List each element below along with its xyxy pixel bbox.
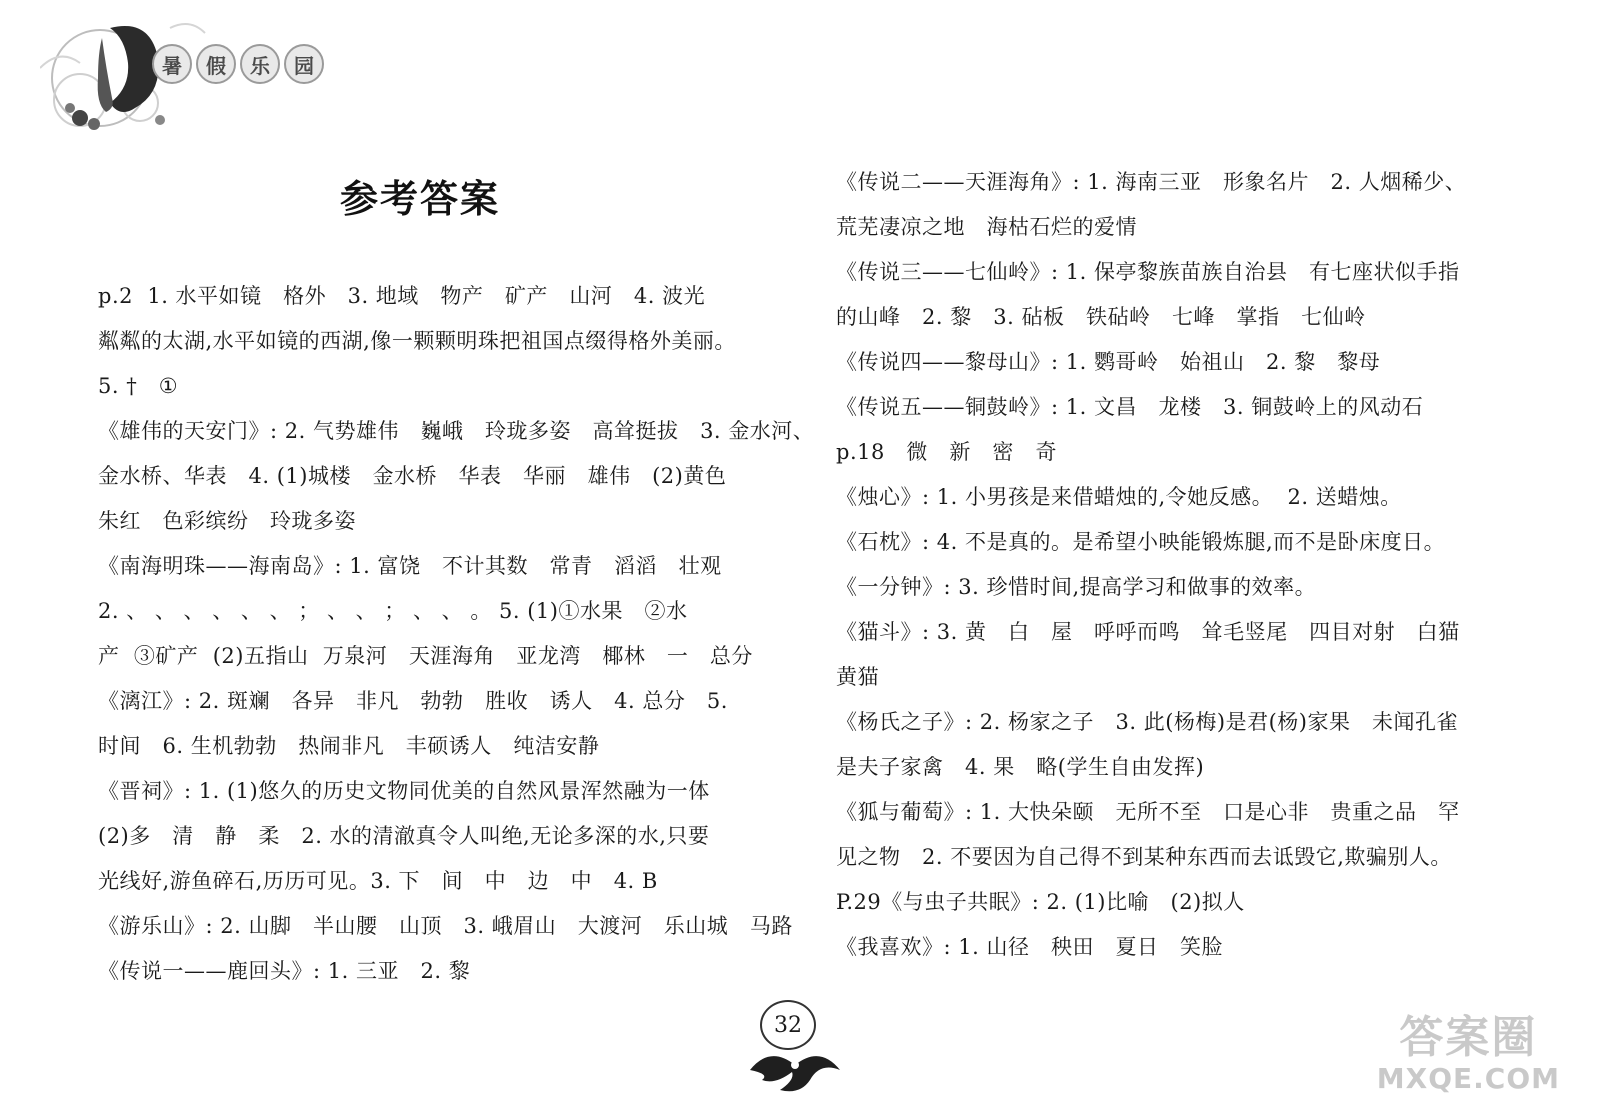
answer-line: 《杨氏之子》: 2. 杨家之子 3. 此(杨梅)是君(杨)家果 未闻孔雀 <box>836 710 1458 734</box>
answer-line: 《猫斗》: 3. 黄 白 屋 呼呼而鸣 耸毛竖尾 四目对射 白猫 <box>836 620 1460 644</box>
header-title <box>152 44 324 84</box>
answer-line: 时间 6. 生机勃勃 热闹非凡 丰硕诱人 纯洁安静 <box>98 734 600 758</box>
answer-line: 荒芜凄凉之地 海枯石烂的爱情 <box>836 215 1138 239</box>
answer-line: 5. † ① <box>98 374 179 398</box>
answer-line: p.18 微 新 密 奇 <box>836 440 1057 464</box>
header-title-char: 园 <box>284 44 324 84</box>
answer-line: 粼粼的太湖,水平如镜的西湖,像一颗颗明珠把祖国点缀得格外美丽。 <box>98 329 736 353</box>
answer-line: 《雄伟的天安门》: 2. 气势雄伟 巍峨 玲珑多姿 高耸挺拔 3. 金水河、 <box>98 419 815 443</box>
answer-line: P.29《与虫子共眠》: 2. (1)比喻 (2)拟人 <box>836 890 1245 914</box>
answer-line: 朱红 色彩缤纷 玲珑多姿 <box>98 509 357 533</box>
answer-line: 《漓江》: 2. 斑斓 各异 非凡 勃勃 胜收 诱人 4. 总分 5. <box>98 689 728 713</box>
header-title-char: 乐 <box>240 44 280 84</box>
answer-line: 《南海明珠——海南岛》: 1. 富饶 不计其数 常青 滔滔 壮观 <box>98 554 722 578</box>
left-column <box>98 274 815 994</box>
watermark-url: MXQE.COM <box>1376 1062 1560 1095</box>
answer-line: 《狐与葡萄》: 1. 大快朵颐 无所不至 口是心非 贵重之品 罕 <box>836 800 1460 824</box>
watermark-logo: 答案圈 <box>1399 1012 1538 1063</box>
answer-line: 《传说二——天涯海角》: 1. 海南三亚 形象名片 2. 人烟稀少、 <box>836 170 1467 194</box>
answer-line: 见之物 2. 不要因为自己得不到某种东西而去诋毁它,欺骗别人。 <box>836 845 1452 869</box>
answer-line: 《晋祠》: 1. (1)悠久的历史文物同优美的自然风景浑然融为一体 <box>98 779 710 803</box>
answer-line: 《我喜欢》: 1. 山径 秧田 夏日 笑脸 <box>836 935 1224 959</box>
answer-line: 《游乐山》: 2. 山脚 半山腰 山顶 3. 峨眉山 大渡河 乐山城 马路 <box>98 914 793 938</box>
answer-line: 《石枕》: 4. 不是真的。是希望小映能锻炼腿,而不是卧床度日。 <box>836 530 1446 554</box>
header-title-char: 假 <box>196 44 236 84</box>
footer-ornament-icon <box>740 1040 850 1100</box>
watermark <box>1377 1014 1560 1095</box>
answer-line: 《一分钟》: 3. 珍惜时间,提高学习和做事的效率。 <box>836 575 1317 599</box>
answer-line: 金水桥、华表 4. (1)城楼 金水桥 华表 华丽 雄伟 (2)黄色 <box>98 464 727 488</box>
answer-line: (2)多 清 静 柔 2. 水的清澈真令人叫绝,无论多深的水,只要 <box>98 824 710 848</box>
header-title-char: 暑 <box>152 44 192 84</box>
answer-line: 《传说一——鹿回头》: 1. 三亚 2. 黎 <box>98 959 471 983</box>
answer-line: 光线好,游鱼碎石,历历可见。3. 下 间 中 边 中 4. B <box>98 869 658 893</box>
answer-line: 《传说三——七仙岭》: 1. 保亭黎族苗族自治县 有七座状似手指 <box>836 260 1460 284</box>
answer-line: 2. 、 、 、 、 、 、 ； 、 、 ； 、 、 。 5. (1)①水果 ②水 <box>98 599 688 623</box>
page-title: 参考答案 <box>339 176 500 221</box>
page-number: 32 <box>760 1000 816 1050</box>
answer-line: 《传说五——铜鼓岭》: 1. 文昌 龙楼 3. 铜鼓岭上的风动石 <box>836 395 1424 419</box>
answer-line: 《烛心》: 1. 小男孩是来借蜡烛的,令她反感。 2. 送蜡烛。 <box>836 485 1402 509</box>
answer-line: 产 ③矿产 (2)五指山 万泉河 天涯海角 亚龙湾 椰林 一 总分 <box>98 644 753 668</box>
answer-line: p.2 1. 水平如镜 格外 3. 地域 物产 矿产 山河 4. 波光 <box>98 284 706 308</box>
answer-line: 的山峰 2. 黎 3. 砧板 铁砧岭 七峰 掌指 七仙岭 <box>836 305 1366 329</box>
answer-line: 是夫子家禽 4. 果 略(学生自由发挥) <box>836 755 1205 779</box>
answer-line: 黄猫 <box>836 665 879 689</box>
answer-line: 《传说四——黎母山》: 1. 鹦哥岭 始祖山 2. 黎 黎母 <box>836 350 1381 374</box>
right-column <box>836 160 1516 970</box>
